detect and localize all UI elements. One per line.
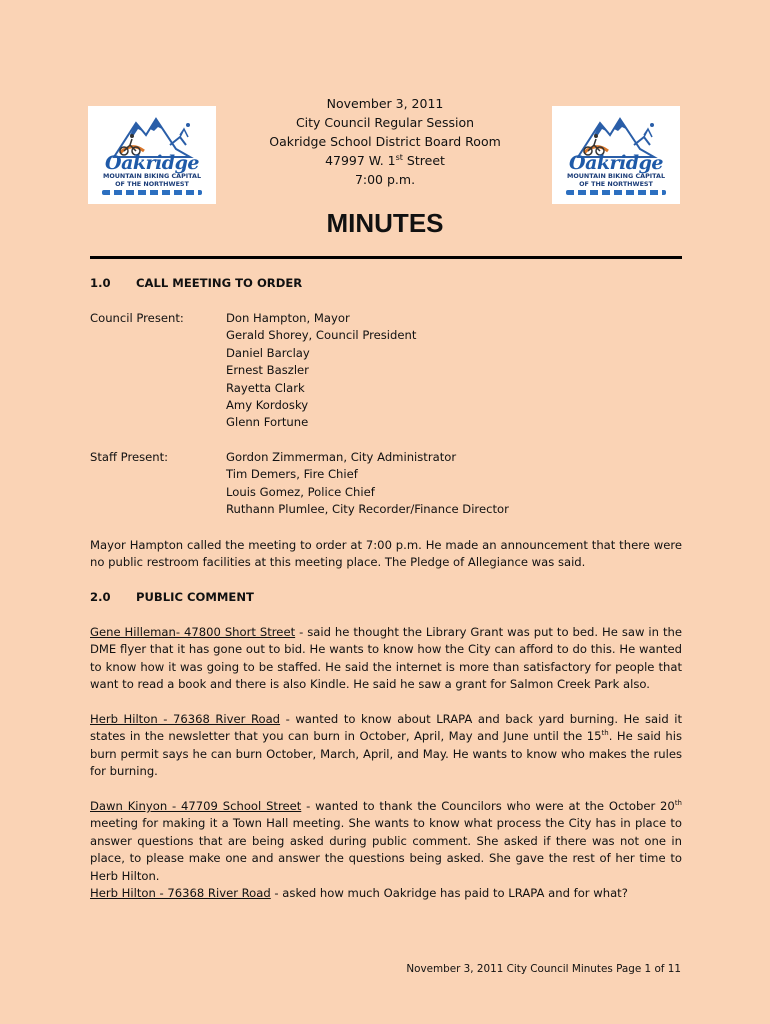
list-item: Gerald Shorey, Council President xyxy=(226,328,417,343)
list-item: Don Hampton, Mayor xyxy=(226,311,350,325)
meeting-time: 7:00 p.m. xyxy=(354,172,416,187)
staff-present-label: Staff Present: xyxy=(90,450,169,464)
public-comment-4: Herb Hilton - 76368 River Road - asked how much Oakridge has paid to LRAPA and for what? xyxy=(90,886,628,900)
staff-present-list xyxy=(226,449,509,519)
section-heading-2: 2.0 PUBLIC COMMENT xyxy=(90,590,254,604)
council-present-label: Council Present: xyxy=(90,311,184,325)
logo-waves xyxy=(566,190,666,195)
logo-waves xyxy=(102,190,202,195)
meeting-location: Oakridge School District Board Room xyxy=(269,134,501,149)
meeting-date: November 3, 2011 xyxy=(326,96,444,111)
list-item: Ernest Baszler xyxy=(226,363,309,378)
public-comment-2: Herb Hilton - 76368 River Road - wanted to know about LRAPA and back yard burning. He said it states in the newsletter that you can burn in October, April, May and June until the 15th. He said his burn permit says he can burn October, March, April, and May. He wants to know who makes the rules for burning. xyxy=(90,712,682,779)
list-item: Daniel Barclay xyxy=(226,345,310,360)
page-title: MINUTES xyxy=(326,208,444,238)
list-item: Ruthann Plumlee, City Recorder/Finance Director xyxy=(226,502,509,517)
list-item: Tim Demers, Fire Chief xyxy=(226,467,358,482)
oakridge-logo-left xyxy=(88,106,216,204)
section-heading-1: 1.0 CALL MEETING TO ORDER xyxy=(90,276,303,290)
meeting-address: 47997 W. 1st Street xyxy=(325,152,445,168)
speaker-name: Dawn Kinyon - 47709 School Street xyxy=(90,799,302,813)
logo-tagline-1: MOUNTAIN BIKING CAPITAL xyxy=(102,172,202,180)
logo-tagline-2: OF THE NORTHWEST xyxy=(579,179,653,188)
public-comment-1: Gene Hilleman- 47800 Short Street - said he thought the Library Grant was put to bed. He saw in the DME flyer that it has gone out to bid. He wants to know how the City can afford to do this. He wanted to know how it was going to be staffed. He said the internet is more than satisfactory for people that want to read a book and there is also Kindle. He said he saw a grant for Salmon Creek Park also. xyxy=(90,625,682,692)
call-to-order-paragraph: Mayor Hampton called the meeting to order at 7:00 p.m. He made an announcement that there were no public restroom facilities at this meeting place. The Pledge of Allegiance was said. xyxy=(90,538,682,570)
title-divider xyxy=(90,256,682,259)
public-comment-3: Dawn Kinyon - 47709 School Street - wanted to thank the Councilors who were at the October 20th meeting for making it a Town Hall meeting. She wants to know what process the City has in place to answer questions that are being asked during public comment. She asked if there was not one in place, to please make one and answer the questions being asked. She gave the rest of her time to Herb Hilton. xyxy=(90,799,682,883)
list-item: Rayetta Clark xyxy=(226,380,305,395)
oakridge-logo-right xyxy=(552,106,680,204)
logo-brand: Oakridge xyxy=(105,152,199,174)
logo-brand: Oakridge xyxy=(569,152,663,174)
speaker-name: Gene Hilleman- 47800 Short Street xyxy=(90,625,296,639)
speaker-name: Herb Hilton - 76368 River Road xyxy=(90,886,271,900)
council-present-list xyxy=(226,310,416,432)
meeting-session: City Council Regular Session xyxy=(295,115,475,130)
list-item: Amy Kordosky xyxy=(226,398,309,413)
logo-tagline-2: OF THE NORTHWEST xyxy=(115,179,189,188)
speaker-name: Herb Hilton - 76368 River Road xyxy=(90,712,281,726)
page-footer: November 3, 2011 City Council Minutes Page 1 of 11 xyxy=(406,963,681,975)
list-item: Glenn Fortune xyxy=(226,415,309,430)
logo-tagline-1: MOUNTAIN BIKING CAPITAL xyxy=(566,172,666,180)
meeting-header xyxy=(200,94,570,189)
list-item: Gordon Zimmerman, City Administrator xyxy=(226,450,457,464)
list-item: Louis Gomez, Police Chief xyxy=(226,484,375,499)
